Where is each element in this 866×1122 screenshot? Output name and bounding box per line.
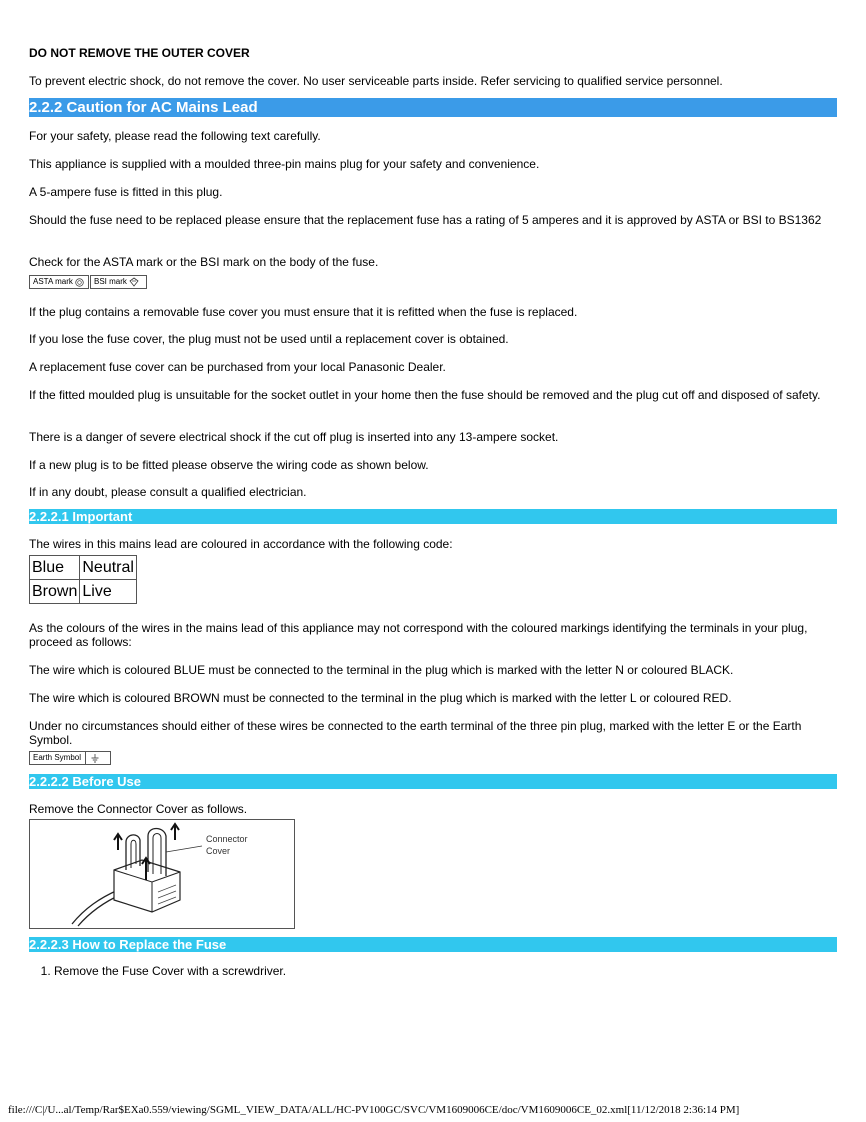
paragraph: There is a danger of severe electrical shock if the cut off plug is inserted into any 13-ampere socket. bbox=[29, 430, 559, 444]
table-cell: Neutral bbox=[80, 556, 137, 580]
paragraph: If the plug contains a removable fuse cover you must ensure that it is refitted when the fuse is replaced. bbox=[29, 305, 578, 319]
file-path-footer: file:///C|/U...al/Temp/Rar$EXa0.559/viewing/SGML_VIEW_DATA/ALL/HC-PV100GC/SVC/VM1609006CE/doc/VM1609006CE_02.xml[11/12/2018 2:36:14 PM] bbox=[8, 1104, 740, 1116]
paragraph: Should the fuse need to be replaced please ensure that the replacement fuse has a rating of 5 amperes and it is approved by ASTA or BSI to BS1362 bbox=[29, 213, 822, 227]
figure-callout-line2: Cover bbox=[206, 846, 231, 856]
earth-symbol-label: Earth Symbol bbox=[33, 753, 82, 762]
paragraph: A replacement fuse cover can be purchased from your local Panasonic Dealer. bbox=[29, 360, 446, 374]
paragraph: Remove the Connector Cover as follows. bbox=[29, 802, 248, 816]
replace-fuse-steps bbox=[29, 964, 286, 978]
paragraph: Under no circumstances should either of these wires be connected to the earth terminal of the three pin plug, marked with the letter E or the Earth Symbol. bbox=[29, 719, 802, 747]
table-cell: Brown bbox=[30, 580, 80, 604]
table-row bbox=[30, 556, 137, 580]
asta-mark-box bbox=[29, 275, 89, 289]
bsi-kitemark-icon bbox=[129, 277, 139, 287]
list-item: 1. Remove the Fuse Cover with a screwdriver. bbox=[54, 964, 286, 978]
plug-illustration bbox=[30, 820, 294, 928]
paragraph: If the fitted moulded plug is unsuitable for the socket outlet in your home then the fuse should be removed and the plug cut off and disposed of safety. bbox=[29, 388, 821, 402]
paragraph: As the colours of the wires in the mains lead of this appliance may not correspond with the coloured markings identifying the terminals in your plug, proceed as follows: bbox=[29, 621, 808, 649]
bsi-mark-label: BSI mark bbox=[94, 277, 127, 286]
section-title-replace-fuse: 2.2.2.3 How to Replace the Fuse bbox=[29, 937, 837, 952]
paragraph: This appliance is supplied with a moulded three-pin mains plug for your safety and convenience. bbox=[29, 157, 540, 171]
table-cell: Live bbox=[80, 580, 137, 604]
paragraph: The wire which is coloured BLUE must be connected to the terminal in the plug which is marked with the letter N or coloured BLACK. bbox=[29, 663, 734, 677]
connector-cover-figure bbox=[29, 819, 295, 929]
figure-callout-line1: Connector bbox=[206, 834, 248, 844]
section-title-caution: 2.2.2 Caution for AC Mains Lead bbox=[29, 98, 837, 117]
divider bbox=[85, 751, 86, 765]
paragraph: The wires in this mains lead are coloured in accordance with the following code: bbox=[29, 537, 453, 551]
asta-mark-label: ASTA mark bbox=[33, 277, 73, 286]
paragraph: For your safety, please read the following text carefully. bbox=[29, 129, 321, 143]
table-row bbox=[30, 580, 137, 604]
section-title-important: 2.2.2.1 Important bbox=[29, 509, 837, 524]
paragraph: A 5-ampere fuse is fitted in this plug. bbox=[29, 185, 223, 199]
table-cell: Blue bbox=[30, 556, 80, 580]
bsi-mark-box bbox=[90, 275, 147, 289]
earth-symbol-box bbox=[29, 751, 111, 765]
earth-ground-icon bbox=[90, 753, 100, 763]
warning-text: To prevent electric shock, do not remove the cover. No user serviceable parts inside. Refer servicing to qualified service personnel. bbox=[29, 74, 723, 88]
paragraph: If in any doubt, please consult a qualified electrician. bbox=[29, 485, 307, 499]
paragraph: Check for the ASTA mark or the BSI mark on the body of the fuse. bbox=[29, 255, 379, 269]
wiring-code-table bbox=[29, 555, 137, 604]
section-title-before-use: 2.2.2.2 Before Use bbox=[29, 774, 837, 789]
paragraph: If a new plug is to be fitted please observe the wiring code as shown below. bbox=[29, 458, 429, 472]
warning-heading: DO NOT REMOVE THE OUTER COVER bbox=[29, 46, 250, 60]
asta-logo-icon bbox=[75, 278, 84, 287]
paragraph: The wire which is coloured BROWN must be connected to the terminal in the plug which is marked with the letter L or coloured RED. bbox=[29, 691, 732, 705]
paragraph: If you lose the fuse cover, the plug must not be used until a replacement cover is obtained. bbox=[29, 332, 509, 346]
